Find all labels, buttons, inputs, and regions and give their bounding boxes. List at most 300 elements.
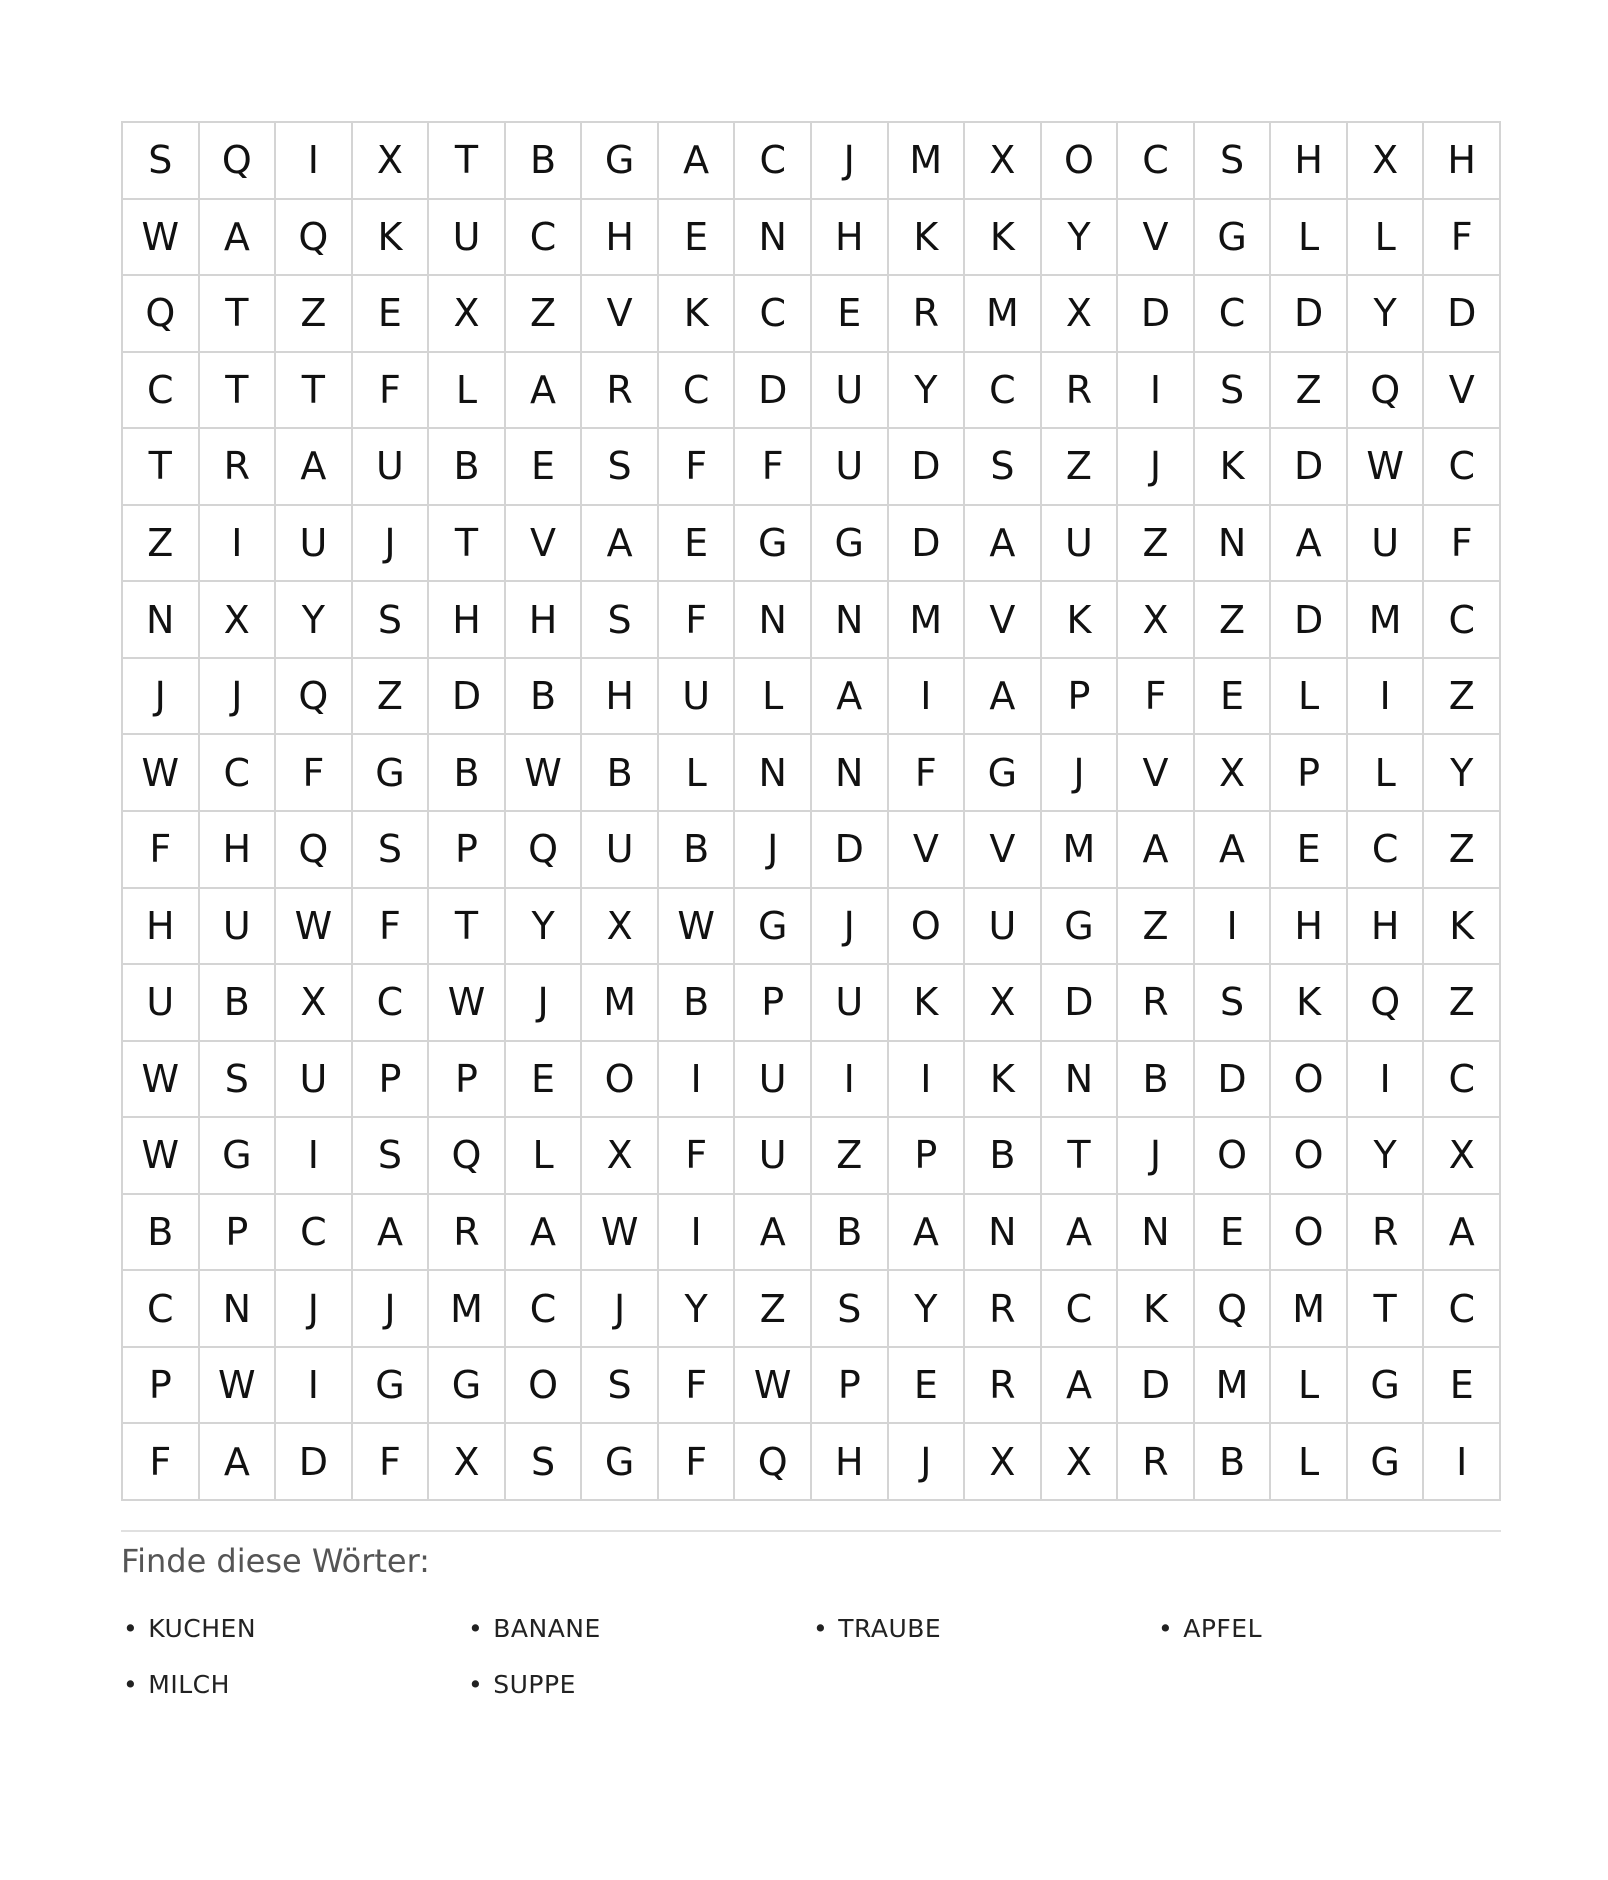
grid-cell[interactable]: G xyxy=(812,506,889,583)
grid-cell[interactable]: B xyxy=(1118,1042,1195,1119)
grid-cell[interactable]: I xyxy=(659,1042,736,1119)
grid-cell[interactable]: K xyxy=(1195,429,1272,506)
grid-cell[interactable]: B xyxy=(812,1195,889,1272)
grid-cell[interactable]: S xyxy=(1195,965,1272,1042)
grid-cell[interactable]: L xyxy=(429,353,506,430)
grid-cell[interactable]: I xyxy=(1348,1042,1425,1119)
grid-cell[interactable]: G xyxy=(1042,889,1119,966)
grid-cell[interactable]: H xyxy=(1271,123,1348,200)
grid-cell[interactable]: H xyxy=(123,889,200,966)
grid-cell[interactable]: A xyxy=(1118,812,1195,889)
grid-cell[interactable]: R xyxy=(429,1195,506,1272)
grid-cell[interactable]: Z xyxy=(506,276,583,353)
grid-cell[interactable]: I xyxy=(889,1042,966,1119)
grid-cell[interactable]: Z xyxy=(1424,812,1501,889)
grid-cell[interactable]: B xyxy=(582,735,659,812)
grid-cell[interactable]: V xyxy=(965,812,1042,889)
grid-cell[interactable]: V xyxy=(965,582,1042,659)
grid-cell[interactable]: A xyxy=(1042,1348,1119,1425)
grid-cell[interactable]: Y xyxy=(506,889,583,966)
grid-cell[interactable]: F xyxy=(276,735,353,812)
grid-cell[interactable]: J xyxy=(353,506,430,583)
grid-cell[interactable]: S xyxy=(1195,353,1272,430)
grid-cell[interactable]: Q xyxy=(200,123,277,200)
grid-cell[interactable]: C xyxy=(1348,812,1425,889)
grid-cell[interactable]: Y xyxy=(1424,735,1501,812)
grid-cell[interactable]: A xyxy=(1271,506,1348,583)
grid-cell[interactable]: D xyxy=(735,353,812,430)
grid-cell[interactable]: M xyxy=(889,582,966,659)
grid-cell[interactable]: Z xyxy=(1118,889,1195,966)
grid-cell[interactable]: G xyxy=(582,123,659,200)
grid-cell[interactable]: X xyxy=(276,965,353,1042)
grid-cell[interactable]: P xyxy=(429,812,506,889)
grid-cell[interactable]: U xyxy=(812,965,889,1042)
grid-cell[interactable]: X xyxy=(429,1424,506,1501)
grid-cell[interactable]: G xyxy=(200,1118,277,1195)
grid-cell[interactable]: J xyxy=(506,965,583,1042)
grid-cell[interactable]: H xyxy=(506,582,583,659)
grid-cell[interactable]: B xyxy=(123,1195,200,1272)
grid-cell[interactable]: E xyxy=(1195,1195,1272,1272)
grid-cell[interactable]: U xyxy=(965,889,1042,966)
grid-cell[interactable]: P xyxy=(1271,735,1348,812)
grid-cell[interactable]: R xyxy=(889,276,966,353)
grid-cell[interactable]: S xyxy=(1195,123,1272,200)
grid-cell[interactable]: F xyxy=(123,1424,200,1501)
grid-cell[interactable]: L xyxy=(506,1118,583,1195)
grid-cell[interactable]: C xyxy=(123,1271,200,1348)
grid-cell[interactable]: U xyxy=(582,812,659,889)
grid-cell[interactable]: H xyxy=(812,1424,889,1501)
grid-cell[interactable]: S xyxy=(582,1348,659,1425)
grid-cell[interactable]: A xyxy=(965,506,1042,583)
grid-cell[interactable]: T xyxy=(1348,1271,1425,1348)
grid-cell[interactable]: R xyxy=(1118,1424,1195,1501)
grid-cell[interactable]: O xyxy=(1271,1118,1348,1195)
grid-cell[interactable]: W xyxy=(276,889,353,966)
grid-cell[interactable]: K xyxy=(659,276,736,353)
grid-cell[interactable]: C xyxy=(353,965,430,1042)
grid-cell[interactable]: P xyxy=(1042,659,1119,736)
grid-cell[interactable]: X xyxy=(200,582,277,659)
grid-cell[interactable]: L xyxy=(1271,659,1348,736)
grid-cell[interactable]: Y xyxy=(1348,1118,1425,1195)
grid-cell[interactable]: B xyxy=(659,965,736,1042)
grid-cell[interactable]: V xyxy=(1118,200,1195,277)
grid-cell[interactable]: Q xyxy=(1195,1271,1272,1348)
grid-cell[interactable]: O xyxy=(506,1348,583,1425)
grid-cell[interactable]: H xyxy=(200,812,277,889)
grid-cell[interactable]: T xyxy=(429,123,506,200)
grid-cell[interactable]: W xyxy=(200,1348,277,1425)
grid-cell[interactable]: P xyxy=(889,1118,966,1195)
grid-cell[interactable]: D xyxy=(429,659,506,736)
grid-cell[interactable]: A xyxy=(812,659,889,736)
grid-cell[interactable]: N xyxy=(965,1195,1042,1272)
grid-cell[interactable]: E xyxy=(1195,659,1272,736)
grid-cell[interactable]: L xyxy=(735,659,812,736)
grid-cell[interactable]: C xyxy=(735,123,812,200)
grid-cell[interactable]: C xyxy=(659,353,736,430)
grid-cell[interactable]: A xyxy=(889,1195,966,1272)
grid-cell[interactable]: C xyxy=(1195,276,1272,353)
grid-cell[interactable]: I xyxy=(659,1195,736,1272)
grid-cell[interactable]: H xyxy=(582,659,659,736)
grid-cell[interactable]: U xyxy=(659,659,736,736)
grid-cell[interactable]: V xyxy=(1118,735,1195,812)
grid-cell[interactable]: C xyxy=(1424,1042,1501,1119)
grid-cell[interactable]: E xyxy=(812,276,889,353)
grid-cell[interactable]: L xyxy=(1348,200,1425,277)
grid-cell[interactable]: R xyxy=(582,353,659,430)
grid-cell[interactable]: W xyxy=(123,1118,200,1195)
grid-cell[interactable]: D xyxy=(1042,965,1119,1042)
grid-cell[interactable]: M xyxy=(965,276,1042,353)
grid-cell[interactable]: G xyxy=(353,735,430,812)
grid-cell[interactable]: H xyxy=(429,582,506,659)
grid-cell[interactable]: X xyxy=(965,123,1042,200)
grid-cell[interactable]: X xyxy=(1118,582,1195,659)
grid-cell[interactable]: B xyxy=(506,123,583,200)
grid-cell[interactable]: O xyxy=(1195,1118,1272,1195)
grid-cell[interactable]: E xyxy=(506,429,583,506)
grid-cell[interactable]: M xyxy=(1042,812,1119,889)
grid-cell[interactable]: Z xyxy=(1271,353,1348,430)
grid-cell[interactable]: G xyxy=(582,1424,659,1501)
grid-cell[interactable]: B xyxy=(429,429,506,506)
grid-cell[interactable]: D xyxy=(812,812,889,889)
grid-cell[interactable]: I xyxy=(1348,659,1425,736)
grid-cell[interactable]: S xyxy=(582,582,659,659)
grid-cell[interactable]: S xyxy=(200,1042,277,1119)
grid-cell[interactable]: K xyxy=(353,200,430,277)
grid-cell[interactable]: N xyxy=(735,200,812,277)
grid-cell[interactable]: D xyxy=(1118,276,1195,353)
grid-cell[interactable]: Q xyxy=(276,200,353,277)
grid-cell[interactable]: M xyxy=(889,123,966,200)
grid-cell[interactable]: G xyxy=(353,1348,430,1425)
grid-cell[interactable]: A xyxy=(582,506,659,583)
grid-cell[interactable]: E xyxy=(506,1042,583,1119)
grid-cell[interactable]: N xyxy=(1042,1042,1119,1119)
grid-cell[interactable]: U xyxy=(812,429,889,506)
grid-cell[interactable]: X xyxy=(1348,123,1425,200)
grid-cell[interactable]: W xyxy=(506,735,583,812)
grid-cell[interactable]: D xyxy=(1271,582,1348,659)
grid-cell[interactable]: S xyxy=(965,429,1042,506)
grid-cell[interactable]: X xyxy=(1195,735,1272,812)
grid-cell[interactable]: U xyxy=(276,506,353,583)
grid-cell[interactable]: C xyxy=(200,735,277,812)
grid-cell[interactable]: C xyxy=(123,353,200,430)
grid-cell[interactable]: I xyxy=(276,1118,353,1195)
grid-cell[interactable]: S xyxy=(123,123,200,200)
grid-cell[interactable]: X xyxy=(965,1424,1042,1501)
grid-cell[interactable]: F xyxy=(1424,506,1501,583)
grid-cell[interactable]: O xyxy=(582,1042,659,1119)
grid-cell[interactable]: T xyxy=(1042,1118,1119,1195)
grid-cell[interactable]: Z xyxy=(1424,659,1501,736)
grid-cell[interactable]: R xyxy=(1118,965,1195,1042)
grid-cell[interactable]: V xyxy=(506,506,583,583)
grid-cell[interactable]: Z xyxy=(1042,429,1119,506)
grid-cell[interactable]: T xyxy=(200,276,277,353)
grid-cell[interactable]: M xyxy=(1271,1271,1348,1348)
grid-cell[interactable]: G xyxy=(735,506,812,583)
grid-cell[interactable]: A xyxy=(506,1195,583,1272)
grid-cell[interactable]: Q xyxy=(276,659,353,736)
grid-cell[interactable]: Z xyxy=(735,1271,812,1348)
grid-cell[interactable]: P xyxy=(429,1042,506,1119)
grid-cell[interactable]: Q xyxy=(735,1424,812,1501)
grid-cell[interactable]: M xyxy=(429,1271,506,1348)
grid-cell[interactable]: M xyxy=(582,965,659,1042)
grid-cell[interactable]: H xyxy=(1271,889,1348,966)
grid-cell[interactable]: O xyxy=(1042,123,1119,200)
grid-cell[interactable]: Z xyxy=(123,506,200,583)
grid-cell[interactable]: F xyxy=(659,582,736,659)
grid-cell[interactable]: D xyxy=(1118,1348,1195,1425)
grid-cell[interactable]: C xyxy=(276,1195,353,1272)
grid-cell[interactable]: T xyxy=(429,889,506,966)
grid-cell[interactable]: W xyxy=(123,200,200,277)
grid-cell[interactable]: N xyxy=(735,582,812,659)
grid-cell[interactable]: F xyxy=(123,812,200,889)
grid-cell[interactable]: Q xyxy=(429,1118,506,1195)
grid-cell[interactable]: J xyxy=(1118,429,1195,506)
grid-cell[interactable]: I xyxy=(1424,1424,1501,1501)
grid-cell[interactable]: U xyxy=(1042,506,1119,583)
grid-cell[interactable]: I xyxy=(812,1042,889,1119)
grid-cell[interactable]: J xyxy=(353,1271,430,1348)
grid-cell[interactable]: I xyxy=(1195,889,1272,966)
grid-cell[interactable]: C xyxy=(506,200,583,277)
grid-cell[interactable]: A xyxy=(965,659,1042,736)
grid-cell[interactable]: W xyxy=(429,965,506,1042)
grid-cell[interactable]: K xyxy=(1271,965,1348,1042)
grid-cell[interactable]: B xyxy=(1195,1424,1272,1501)
grid-cell[interactable]: Q xyxy=(1348,353,1425,430)
grid-cell[interactable]: D xyxy=(1271,276,1348,353)
grid-cell[interactable]: W xyxy=(1348,429,1425,506)
grid-cell[interactable]: I xyxy=(889,659,966,736)
grid-cell[interactable]: H xyxy=(1424,123,1501,200)
grid-cell[interactable]: F xyxy=(735,429,812,506)
grid-cell[interactable]: E xyxy=(889,1348,966,1425)
grid-cell[interactable]: U xyxy=(200,889,277,966)
grid-cell[interactable]: J xyxy=(276,1271,353,1348)
grid-cell[interactable]: U xyxy=(429,200,506,277)
grid-cell[interactable]: P xyxy=(200,1195,277,1272)
grid-cell[interactable]: B xyxy=(506,659,583,736)
grid-cell[interactable]: W xyxy=(123,735,200,812)
grid-cell[interactable]: N xyxy=(123,582,200,659)
grid-cell[interactable]: M xyxy=(1348,582,1425,659)
grid-cell[interactable]: W xyxy=(659,889,736,966)
grid-cell[interactable]: H xyxy=(582,200,659,277)
grid-cell[interactable]: A xyxy=(506,353,583,430)
grid-cell[interactable]: S xyxy=(812,1271,889,1348)
grid-cell[interactable]: A xyxy=(276,429,353,506)
grid-cell[interactable]: X xyxy=(1424,1118,1501,1195)
grid-cell[interactable]: T xyxy=(200,353,277,430)
grid-cell[interactable]: I xyxy=(276,1348,353,1425)
grid-cell[interactable]: Z xyxy=(353,659,430,736)
grid-cell[interactable]: E xyxy=(353,276,430,353)
grid-cell[interactable]: A xyxy=(659,123,736,200)
grid-cell[interactable]: N xyxy=(1118,1195,1195,1272)
grid-cell[interactable]: U xyxy=(123,965,200,1042)
grid-cell[interactable]: H xyxy=(1348,889,1425,966)
grid-cell[interactable]: C xyxy=(1042,1271,1119,1348)
grid-cell[interactable]: Z xyxy=(1118,506,1195,583)
grid-cell[interactable]: B xyxy=(965,1118,1042,1195)
grid-cell[interactable]: P xyxy=(812,1348,889,1425)
grid-cell[interactable]: G xyxy=(735,889,812,966)
grid-cell[interactable]: U xyxy=(735,1118,812,1195)
grid-cell[interactable]: X xyxy=(1042,1424,1119,1501)
grid-cell[interactable]: A xyxy=(1424,1195,1501,1272)
grid-cell[interactable]: S xyxy=(506,1424,583,1501)
grid-cell[interactable]: Y xyxy=(276,582,353,659)
grid-cell[interactable]: T xyxy=(123,429,200,506)
grid-cell[interactable]: F xyxy=(353,1424,430,1501)
grid-cell[interactable]: V xyxy=(889,812,966,889)
grid-cell[interactable]: Q xyxy=(506,812,583,889)
grid-cell[interactable]: X xyxy=(429,276,506,353)
grid-cell[interactable]: I xyxy=(200,506,277,583)
grid-cell[interactable]: Y xyxy=(659,1271,736,1348)
grid-cell[interactable]: F xyxy=(659,1348,736,1425)
grid-cell[interactable]: Q xyxy=(1348,965,1425,1042)
grid-cell[interactable]: J xyxy=(200,659,277,736)
grid-cell[interactable]: Y xyxy=(1042,200,1119,277)
grid-cell[interactable]: T xyxy=(429,506,506,583)
grid-cell[interactable]: E xyxy=(659,200,736,277)
grid-cell[interactable]: F xyxy=(659,1118,736,1195)
grid-cell[interactable]: K xyxy=(965,200,1042,277)
grid-cell[interactable]: D xyxy=(276,1424,353,1501)
grid-cell[interactable]: R xyxy=(1348,1195,1425,1272)
grid-cell[interactable]: G xyxy=(1195,200,1272,277)
grid-cell[interactable]: V xyxy=(582,276,659,353)
grid-cell[interactable]: B xyxy=(429,735,506,812)
grid-cell[interactable]: S xyxy=(353,1118,430,1195)
grid-cell[interactable]: G xyxy=(965,735,1042,812)
grid-cell[interactable]: I xyxy=(1118,353,1195,430)
grid-cell[interactable]: Y xyxy=(889,353,966,430)
grid-cell[interactable]: X xyxy=(1042,276,1119,353)
grid-cell[interactable]: P xyxy=(735,965,812,1042)
grid-cell[interactable]: R xyxy=(965,1271,1042,1348)
grid-cell[interactable]: D xyxy=(1195,1042,1272,1119)
grid-cell[interactable]: C xyxy=(1118,123,1195,200)
grid-cell[interactable]: C xyxy=(1424,429,1501,506)
grid-cell[interactable]: F xyxy=(659,1424,736,1501)
grid-cell[interactable]: P xyxy=(123,1348,200,1425)
grid-cell[interactable]: W xyxy=(123,1042,200,1119)
grid-cell[interactable]: K xyxy=(1424,889,1501,966)
grid-cell[interactable]: F xyxy=(353,353,430,430)
grid-cell[interactable]: R xyxy=(965,1348,1042,1425)
grid-cell[interactable]: W xyxy=(582,1195,659,1272)
grid-cell[interactable]: N xyxy=(812,735,889,812)
grid-cell[interactable]: U xyxy=(353,429,430,506)
grid-cell[interactable]: D xyxy=(1271,429,1348,506)
grid-cell[interactable]: Q xyxy=(123,276,200,353)
grid-cell[interactable]: Y xyxy=(889,1271,966,1348)
grid-cell[interactable]: F xyxy=(353,889,430,966)
grid-cell[interactable]: B xyxy=(200,965,277,1042)
grid-cell[interactable]: P xyxy=(353,1042,430,1119)
grid-cell[interactable]: A xyxy=(735,1195,812,1272)
grid-cell[interactable]: G xyxy=(1348,1424,1425,1501)
grid-cell[interactable]: J xyxy=(1118,1118,1195,1195)
grid-cell[interactable]: L xyxy=(1348,735,1425,812)
grid-cell[interactable]: A xyxy=(1195,812,1272,889)
grid-cell[interactable]: D xyxy=(1424,276,1501,353)
grid-cell[interactable]: K xyxy=(889,200,966,277)
grid-cell[interactable]: N xyxy=(812,582,889,659)
grid-cell[interactable]: E xyxy=(1424,1348,1501,1425)
grid-cell[interactable]: J xyxy=(889,1424,966,1501)
grid-cell[interactable]: C xyxy=(735,276,812,353)
grid-cell[interactable]: K xyxy=(1118,1271,1195,1348)
grid-cell[interactable]: J xyxy=(1042,735,1119,812)
grid-cell[interactable]: J xyxy=(812,889,889,966)
grid-cell[interactable]: U xyxy=(735,1042,812,1119)
grid-cell[interactable]: G xyxy=(429,1348,506,1425)
grid-cell[interactable]: Q xyxy=(276,812,353,889)
grid-cell[interactable]: B xyxy=(659,812,736,889)
grid-cell[interactable]: X xyxy=(582,1118,659,1195)
grid-cell[interactable]: A xyxy=(353,1195,430,1272)
grid-cell[interactable]: V xyxy=(1424,353,1501,430)
grid-cell[interactable]: L xyxy=(1271,1348,1348,1425)
grid-cell[interactable]: L xyxy=(1271,1424,1348,1501)
grid-cell[interactable]: F xyxy=(889,735,966,812)
grid-cell[interactable]: F xyxy=(1424,200,1501,277)
grid-cell[interactable]: Z xyxy=(1195,582,1272,659)
grid-cell[interactable]: T xyxy=(276,353,353,430)
grid-cell[interactable]: K xyxy=(889,965,966,1042)
grid-cell[interactable]: J xyxy=(123,659,200,736)
grid-cell[interactable]: U xyxy=(276,1042,353,1119)
grid-cell[interactable]: R xyxy=(1042,353,1119,430)
grid-cell[interactable]: C xyxy=(1424,582,1501,659)
grid-cell[interactable]: N xyxy=(1195,506,1272,583)
grid-cell[interactable]: O xyxy=(1271,1042,1348,1119)
grid-cell[interactable]: D xyxy=(889,429,966,506)
grid-cell[interactable]: K xyxy=(965,1042,1042,1119)
grid-cell[interactable]: J xyxy=(812,123,889,200)
grid-cell[interactable]: Z xyxy=(1424,965,1501,1042)
grid-cell[interactable]: M xyxy=(1195,1348,1272,1425)
grid-cell[interactable]: X xyxy=(965,965,1042,1042)
grid-cell[interactable]: C xyxy=(1424,1271,1501,1348)
grid-cell[interactable]: L xyxy=(659,735,736,812)
grid-cell[interactable]: D xyxy=(889,506,966,583)
grid-cell[interactable]: H xyxy=(812,200,889,277)
grid-cell[interactable]: Z xyxy=(812,1118,889,1195)
grid-cell[interactable]: U xyxy=(812,353,889,430)
grid-cell[interactable]: Z xyxy=(276,276,353,353)
grid-cell[interactable]: C xyxy=(506,1271,583,1348)
grid-cell[interactable]: C xyxy=(965,353,1042,430)
grid-cell[interactable]: E xyxy=(659,506,736,583)
grid-cell[interactable]: O xyxy=(1271,1195,1348,1272)
